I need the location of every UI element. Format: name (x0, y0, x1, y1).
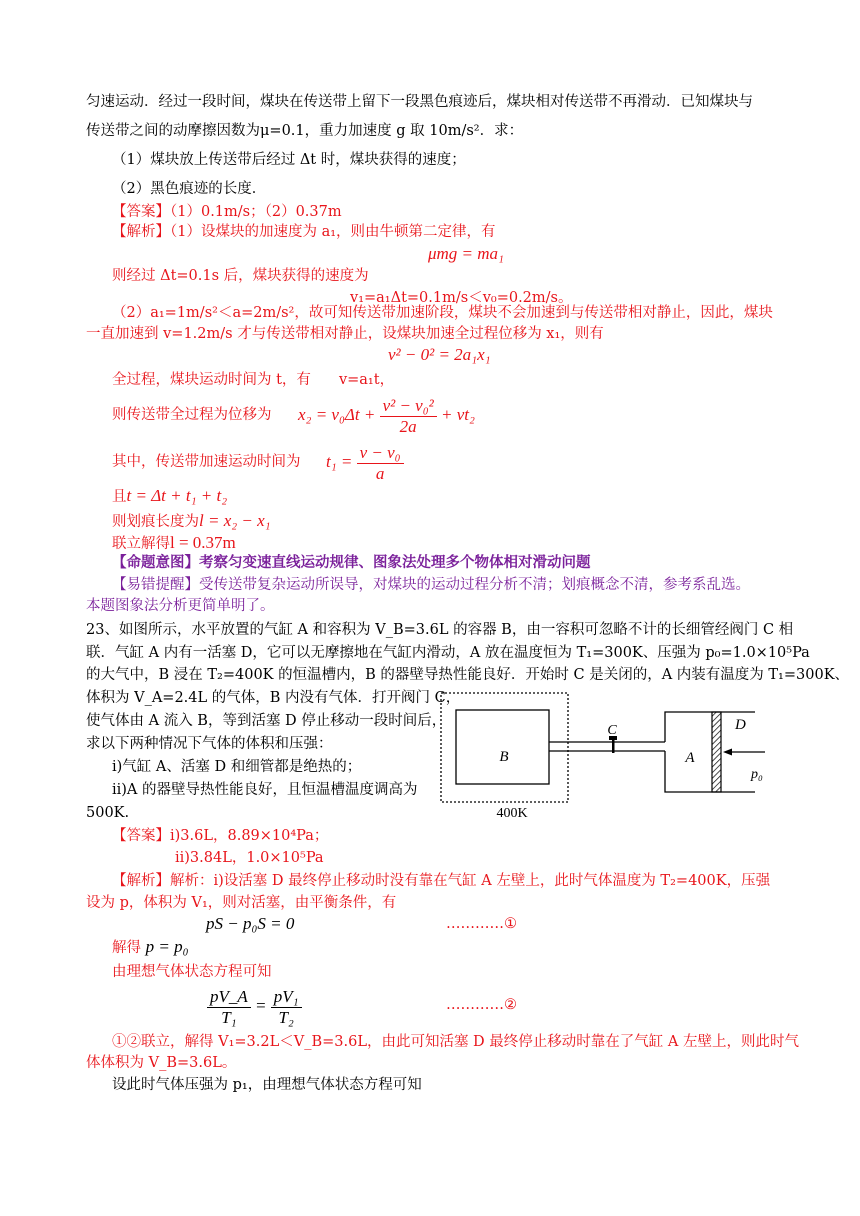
label-b: B (499, 749, 509, 765)
answer-text: （1）0.1m/s；（2）0.37m (170, 204, 342, 220)
question-1: （1）煤块放上传送带后经过 Δt 时，煤块获得的速度； (112, 152, 466, 168)
numerator: v − v₀ (357, 443, 404, 464)
text-line: 传送带之间的动摩擦因数为μ=0.1，重力加速度 g 取 10m/s²．求： (86, 123, 524, 139)
intent-line: 【命题意图】考察匀变速直线运动规律、图象法处理多个物体相对滑动问题 (112, 554, 591, 571)
equation-marker-2: …………② (446, 997, 517, 1013)
equation-newton: μmg = ma₁ (428, 244, 504, 263)
equation-displacement: v² − 0² = 2a₁x₁ (388, 345, 491, 364)
analysis-text: 解得 (112, 940, 141, 956)
problem-23-line: 体积为 V_A=2.4L 的气体，B 内没有气体．打开阀门 C， (86, 690, 461, 706)
eq-part: + vt₂ (440, 405, 475, 424)
valve-stem (612, 740, 615, 753)
label-a: A (685, 750, 695, 766)
analysis-line: 则经过 Δt=0.1s 后，煤块获得的速度为 (112, 268, 369, 284)
answer-tag: 【答案】 (112, 828, 170, 844)
analysis-line (112, 871, 770, 891)
analysis-line: 设为 p，体积为 V₁，则对活塞，由平衡条件，有 (86, 895, 397, 911)
label-d: D (735, 717, 746, 733)
numerator: pV_A (207, 987, 251, 1008)
eq-part: = (255, 996, 267, 1015)
label-temperature: 400K (496, 806, 528, 820)
answer-line (112, 826, 328, 846)
equation-balance: pS − p₀S = 0 (206, 914, 295, 933)
apparatus-diagram (438, 690, 778, 820)
equation-gas-law (207, 982, 302, 1030)
analysis-text: 则划痕长度为 (112, 514, 199, 530)
eq-part: t₁ = (326, 452, 353, 471)
denominator: T₁ (221, 1007, 237, 1027)
numerator: pV₁ (271, 987, 302, 1008)
analysis-line: 由理想气体状态方程可知 (112, 964, 272, 980)
problem-23-case-2: ii)A 的器壁导热性能良好，且恒温槽温度调高为 (112, 782, 418, 798)
analysis-tag: 【解析】 (112, 873, 170, 889)
arrow-head (723, 749, 732, 756)
answer-text: i)3.6L，8.89×10⁴Pa； (170, 828, 329, 844)
analysis-line: 则传送带全过程为位移为 (112, 407, 272, 423)
analysis-line (112, 370, 394, 390)
answer-tag: 【答案】 (112, 204, 170, 220)
label-c: C (607, 723, 617, 738)
analysis-line (112, 511, 271, 532)
analysis-line: 体体积为 V_B=3.6L。 (86, 1055, 237, 1071)
equation-accel-time (326, 437, 404, 487)
denominator: a (375, 463, 385, 483)
piston-d (712, 712, 721, 792)
answer-line (112, 202, 342, 222)
tip-line: 本题图象法分析更简单明了。 (86, 598, 275, 614)
answer-line: ii)3.84L，1.0×10⁵Pa (175, 850, 324, 866)
problem-23-line: 500K. (86, 805, 130, 821)
text-line: 匀速运动．经过一段时间，煤块在传送带上留下一段黑色痕迹后，煤块相对传送带不再滑动．已知煤块与 (86, 94, 753, 110)
equation-marker-1: …………① (446, 916, 517, 932)
analysis-line (112, 533, 236, 554)
problem-23-line: 联．气缸 A 内有一活塞 D，它可以无摩擦地在气缸内滑动，A 放在温度恒为 T₁=300K、压强为 p₀=1.0×10⁵Pa (86, 645, 810, 661)
eq-part: x₂ = v₀Δt + (298, 405, 376, 424)
fraction (271, 987, 302, 1028)
denominator: 2a (399, 416, 417, 436)
fraction (380, 396, 437, 437)
equation-total-time: t = Δt + t₁ + t₂ (126, 486, 228, 505)
fraction (207, 987, 251, 1028)
problem-23-line: 的大气中，B 浸在 T₂=400K 的恒温槽内，B 的器壁导热性能良好．开始时 C 是关闭的，A 内装有温度为 T₁=300K、 (86, 667, 850, 683)
analysis-line (112, 486, 227, 507)
analysis-line: ①②联立，解得 V₁=3.2L＜V_B=3.6L，由此可知活塞 D 最终停止移动时靠在了气缸 A 左壁上，则此时气 (112, 1034, 799, 1050)
tip-line: 【易错提醒】受传送带复杂运动所误导，对煤块的运动过程分析不清；划痕概念不清，参考系乱选。 (112, 577, 750, 593)
equation-time: v=a₁t， (338, 372, 395, 388)
equation-trace-length: l = x₂ − x₁ (199, 511, 271, 530)
analysis-line: 其中，传送带加速运动时间为 (112, 454, 301, 470)
analysis-line: 设此时气体压强为 p₁，由理想气体状态方程可知 (112, 1077, 422, 1093)
denominator: T₂ (278, 1007, 294, 1027)
problem-23-line: 23、如图所示，水平放置的气缸 A 和容积为 V_B=3.6L 的容器 B，由一容积可忽略不计的长细管经阀门 C 相 (86, 622, 794, 638)
analysis-text: 且 (112, 489, 127, 505)
label-p0: p₀ (751, 767, 763, 782)
analysis-text: 联立解得 (112, 536, 170, 552)
container-b (456, 710, 549, 784)
equation-pressure: p = p₀ (145, 937, 189, 956)
analysis-tag: 【解析】 (112, 224, 170, 240)
fraction (357, 443, 404, 484)
equation-result: l = 0.37m (170, 533, 236, 552)
analysis-line (112, 222, 496, 242)
analysis-text: （1）设煤块的加速度为 a₁，则由牛顿第二定律，有 (170, 224, 496, 240)
question-2: （2）黑色痕迹的长度． (112, 181, 267, 197)
problem-23-case-1: i)气缸 A、活塞 D 和细管都是绝热的； (112, 759, 362, 775)
numerator: v² − v₀² (380, 396, 437, 417)
equation-belt-displacement (298, 390, 475, 440)
analysis-text: 全过程，煤块运动时间为 t，有 (112, 372, 311, 388)
problem-23-line: 求以下两种情况下气体的体积和压强： (86, 736, 333, 752)
analysis-line: 一直加速到 v=1.2m/s 才与传送带相对静止，设煤块加速全过程位移为 x₁，则有 (86, 326, 604, 342)
analysis-line (112, 937, 189, 958)
cylinder-a-bottom (665, 751, 755, 792)
problem-23-line: 使气体由 A 流入 B，等到活塞 D 停止移动一段时间后， (86, 713, 447, 729)
equation-velocity: v₁=a₁Δt=0.1m/s＜v₀=0.2m/s。 (350, 290, 573, 306)
analysis-text: 解析：i)设活塞 D 最终停止移动时没有靠在气缸 A 左壁上，此时气体温度为 T₂=400K，压强 (170, 873, 771, 889)
analysis-line: （2）a₁=1m/s²＜a=2m/s²，故可知传送带加速阶段，煤块不会加速到与传送带相对静止，因此，煤块 (112, 305, 773, 321)
